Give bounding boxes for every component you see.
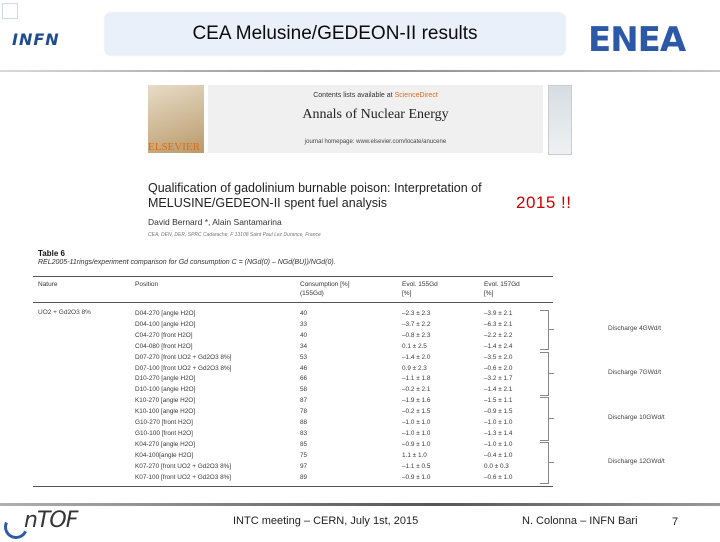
infn-wordmark: INFN (12, 30, 60, 49)
cell-evol157: –1.0 ± 1.0 (484, 440, 513, 448)
footer-bar (0, 503, 720, 506)
journal-box (208, 85, 543, 153)
cell-evol157: 0.0 ± 0.3 (484, 462, 509, 470)
journal-cover (548, 85, 572, 155)
cell-evol155: –1.0 ± 1.0 (402, 419, 431, 426)
footer-author: N. Colonna – INFN Bari (522, 515, 638, 527)
header-position: Position (135, 281, 159, 288)
cell-evol155: –0.2 ± 1.5 (402, 408, 431, 416)
cell-evol157: –0.6 ± 2.0 (484, 364, 513, 372)
cell-position: K10-270 [angle H2O] (135, 397, 196, 405)
cell-position: D10-270 [angle H2O] (135, 375, 196, 383)
year-highlight: 2015 !! (516, 193, 572, 212)
cell-position: D10-100 [angle H2O] (135, 386, 196, 394)
group-bracket-tick (548, 329, 554, 330)
sciencedirect-link: ScienceDirect (394, 92, 438, 99)
contents-text: Contents lists available at (313, 92, 393, 99)
cell-evol157: –0.9 ± 1.5 (484, 408, 513, 416)
cell-evol157: –3.9 ± 2.1 (484, 310, 513, 317)
cell-evol155: –3.7 ± 2.2 (402, 320, 431, 328)
cell-consumption: 88 (300, 419, 308, 426)
cell-consumption: 34 (300, 342, 308, 350)
cell-consumption: 46 (300, 364, 308, 372)
cell-evol157: –2.2 ± 2.2 (484, 331, 513, 339)
cell-evol157: –6.3 ± 2.1 (484, 320, 513, 328)
paper-title: Qualification of gadolinium burnable poison: Interpretation of MELUSINE/GEDEON-II spent fuel analysis (148, 181, 482, 210)
cell-consumption: 78 (300, 408, 308, 416)
header-nature: Nature (38, 281, 58, 288)
contents-line (208, 92, 543, 99)
header-evol155: Evol. 155Gd (402, 281, 438, 288)
cell-position: C04-080 [front H2O] (135, 342, 193, 350)
table-bottom-rule (33, 486, 553, 487)
group-bracket (540, 352, 549, 396)
slide-title: CEA Melusine/GEDEON-II results (192, 23, 478, 44)
enea-wordmark: ENEA (588, 20, 686, 60)
cell-consumption: 89 (300, 473, 308, 481)
cell-evol155: 0.1 ± 2.5 (402, 342, 427, 350)
ntof-wordmark: nTOF (24, 508, 78, 533)
cell-evol157: –1.4 ± 2.4 (484, 342, 513, 350)
cell-evol157: –1.5 ± 1.1 (484, 397, 513, 405)
cell-evol157: –1.0 ± 1.0 (484, 419, 513, 426)
cell-consumption: 97 (300, 462, 308, 470)
group-label-4gwd: Discharge 4GWd/t (608, 325, 662, 332)
cell-consumption: 66 (300, 375, 308, 383)
cell-evol157: –1.4 ± 2.1 (484, 386, 513, 394)
footer-meeting: INTC meeting – CERN, July 1st, 2015 (233, 515, 419, 527)
paper-authors: David Bernard *, Alain Santamarina (148, 217, 282, 227)
cell-consumption: 40 (300, 331, 308, 339)
cell-evol155: –0.8 ± 2.3 (402, 331, 431, 339)
group-bracket-tick (548, 462, 554, 463)
group-label-10gwd: Discharge 10GWd/t (608, 414, 665, 421)
header-evol157: Evol. 157Gd (484, 281, 520, 288)
cell-evol155: –0.9 ± 1.0 (402, 440, 431, 448)
group-bracket (540, 397, 549, 441)
group-bracket (540, 442, 549, 484)
cell-position: D04-270 [angle H2O] (135, 310, 196, 317)
cell-consumption: 58 (300, 386, 308, 394)
nature-cell: UO2 + Gd2O3 8% (38, 309, 91, 316)
cell-evol155: –1.4 ± 2.0 (402, 353, 431, 361)
cell-consumption: 75 (300, 451, 308, 459)
cell-consumption: 53 (300, 353, 308, 361)
header-consumption: Consumption [%] (300, 281, 350, 288)
cell-evol157: –1.3 ± 1.4 (484, 429, 513, 437)
group-bracket-tick (548, 373, 554, 374)
cell-evol155: –2.3 ± 2.3 (402, 310, 431, 317)
cell-evol157: –0.6 ± 1.0 (484, 473, 513, 481)
header-consumption-sub: (155Gd) (300, 290, 324, 297)
group-bracket-tick (548, 418, 554, 419)
cell-position: K07-100 [front UO2 + Gd2O3 8%] (135, 473, 232, 481)
page-number: 7 (672, 516, 679, 528)
cell-position: K07-270 [front UO2 + Gd2O3 8%] (135, 462, 232, 470)
table-caption: Table 6 (38, 249, 65, 258)
journal-header (148, 85, 570, 155)
cell-position: D07-270 [front UO2 + Gd2O3 8%] (135, 353, 232, 361)
cell-evol155: –1.1 ± 1.8 (402, 375, 431, 383)
cell-consumption: 83 (300, 429, 308, 437)
journal-name: Annals of Nuclear Energy (302, 107, 449, 122)
cell-evol157: –3.5 ± 2.0 (484, 353, 513, 361)
cell-position: D07-100 [front UO2 + Gd2O3 8%] (135, 364, 232, 372)
infn-mark-icon (2, 3, 18, 19)
cell-position: K04-270 [angle H2O] (135, 440, 196, 448)
ntof-logo (4, 507, 84, 537)
table-top-rule (33, 276, 553, 277)
enea-logo (588, 20, 710, 60)
title-bar (105, 13, 565, 55)
cell-consumption: 87 (300, 397, 308, 405)
paper-affiliation: CEA, DEN, DER, SPRC Cadarache, F 13108 Saint Paul Lez Durance, France (148, 232, 321, 238)
cell-evol155: –0.9 ± 1.0 (402, 473, 431, 481)
elsevier-name: ELSEVIER (148, 141, 200, 153)
cell-evol155: 1.1 ± 1.0 (402, 451, 427, 459)
infn-logo (2, 3, 72, 75)
header-evol157-sub: [%] (484, 290, 494, 297)
cell-position: D04-100 [angle H2O] (135, 320, 196, 328)
cell-consumption: 40 (300, 310, 308, 317)
table-subcaption: REL2005-11rings/experiment comparison for Gd consumption C = (NGd(0) – NGd(BU))/NGd(0). (38, 259, 336, 266)
cell-evol155: –1.1 ± 0.5 (402, 462, 431, 470)
journal-homepage: journal homepage: www.elsevier.com/locate/anucene (304, 139, 447, 145)
cell-position: G10-100 [front H2O] (135, 429, 193, 437)
cell-position: K04-100[angle H2O] (135, 451, 194, 459)
cell-evol157: –3.2 ± 1.7 (484, 375, 513, 383)
group-bracket (540, 310, 549, 350)
cell-position: C04-270 [front H2O] (135, 331, 193, 339)
group-label-12gwd: Discharge 12GWd/t (608, 458, 665, 465)
cell-evol155: –0.2 ± 2.1 (402, 386, 431, 394)
header-divider (0, 70, 720, 72)
cell-evol155: –1.9 ± 1.6 (402, 397, 431, 405)
cell-evol157: –0.4 ± 1.0 (484, 451, 513, 459)
header-evol155-sub: [%] (402, 290, 412, 297)
cell-evol155: 0.9 ± 2.3 (402, 364, 427, 372)
cell-evol155: –1.0 ± 1.0 (402, 429, 431, 437)
group-label-7gwd: Discharge 7GWd/t (608, 369, 662, 376)
table-header-rule (33, 302, 553, 303)
cell-position: G10-270 [front H2O] (135, 419, 193, 426)
cell-consumption: 33 (300, 320, 308, 328)
cell-position: K10-100 [angle H2O] (135, 408, 196, 416)
cell-consumption: 85 (300, 440, 308, 448)
